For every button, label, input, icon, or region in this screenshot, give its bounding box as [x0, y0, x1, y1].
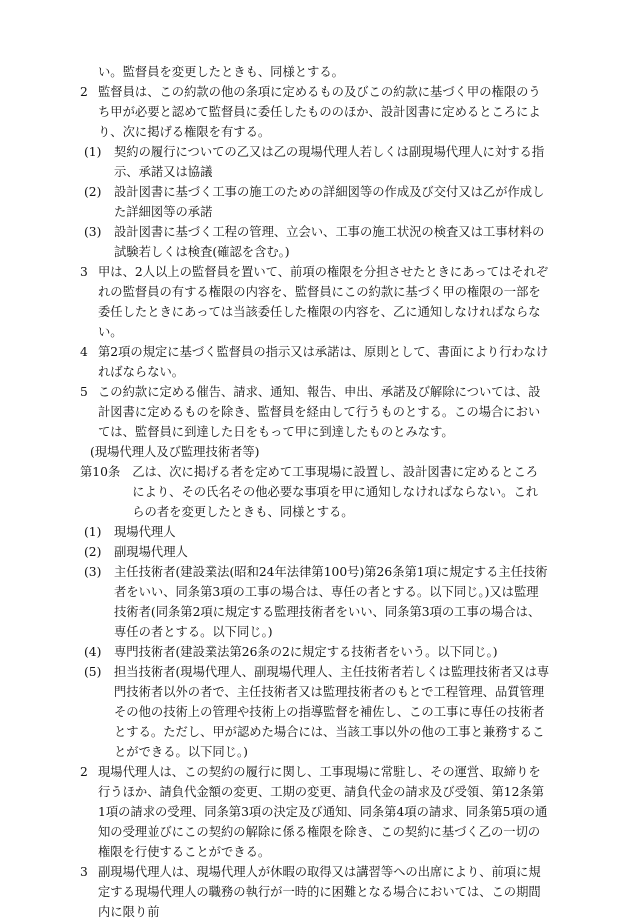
list-item [84, 642, 550, 662]
item-text: 契約の履行についての乙又は乙の現場代理人若しくは副現場代理人に対する指示、承諾又は協議 [114, 145, 545, 179]
paragraph-10-2 [80, 762, 550, 862]
article-text: 乙は、次に掲げる者を定めて工事現場に設置し、設計図書に定めるところにより、その氏名その他必要な事項を甲に通知しなければならない。これらの者を変更したときも、同様とする。 [132, 465, 539, 519]
paragraph-text: 副現場代理人は、現場代理人が休暇の取得又は講習等への出席により、前項に規定する現場代理人の職務の執行が一時的に困難となる場合においては、この期間内に限り前 [98, 865, 541, 919]
paragraph-number: 3 [80, 265, 88, 279]
list-item [84, 562, 550, 642]
document-page [80, 62, 550, 922]
paragraph-3 [80, 262, 550, 342]
paragraph-number: 2 [80, 85, 88, 99]
paragraph-4 [80, 342, 550, 382]
paragraph-text: 甲は、2人以上の監督員を置いて、前項の権限を分担させたときにあってはそれぞれの監督員の有する権限の内容を、監督員にこの約款に基づく甲の権限の一部を委任したときにあっては当該委任した権限の内容を、乙に通知しなければならない。 [98, 265, 549, 339]
paragraph-number: 4 [80, 345, 88, 359]
item-number: (2) [84, 185, 102, 199]
paragraph-text: 第2項の規定に基づく監督員の指示又は承諾は、原則として、書面により行わなければならない。 [98, 345, 549, 379]
continuation-line: い。監督員を変更したときも、同様とする。 [98, 65, 344, 79]
paragraph-text: 現場代理人は、この契約の履行に関し、工事現場に常駐し、その運営、取締りを行うほか、請負代金額の変更、工期の変更、請負代金の請求及び受領、第12条第1項の請求の受理、同条第3項の決定及び通知、同条第4項の請求、同条第5項の通知の受理並びにこの契約の解除に係る権限を除き、この契約に基づく乙の一切の権限を行使することができる。 [98, 765, 548, 859]
paragraph-text: 監督員は、この約款の他の条項に定めるもの及びこの約款に基づく甲の権限のうち甲が必要と認めて監督員に委任したもののほか、設計図書に定めるところにより、次に掲げる権限を有する。 [98, 85, 541, 139]
item-number: (1) [84, 525, 102, 539]
list-item [84, 522, 550, 542]
paragraph-number: 5 [80, 385, 88, 399]
item-text: 現場代理人 [114, 525, 176, 539]
item-number: (4) [84, 645, 102, 659]
list-item [84, 182, 550, 222]
paragraph-10-3 [80, 862, 550, 922]
item-number: (1) [84, 145, 102, 159]
item-number: (5) [84, 665, 102, 679]
list-item [84, 542, 550, 562]
item-text: 主任技術者(建設業法(昭和24年法律第100号)第26条第1項に規定する主任技術者をいい、同条第3項の工事の場合は、専任の者とする。以下同じ。)又は監理技術者(同条第2項に規定する監理技術者をいい、同条第3項の工事の場合は、専任の者とする。以下同じ。) [114, 565, 548, 639]
item-text: 担当技術者(現場代理人、副現場代理人、主任技術者若しくは監理技術者又は専門技術者以外の者で、主任技術者又は監理技術者のもとで工程管理、品質管理その他の技術上の管理や技術上の指導監督を補佐し、この工事に専任の技術者とする。ただし、甲が認めた場合には、当該工事以外の他の工事と兼務することができる。以下同じ。) [114, 665, 550, 759]
paragraph-text: この約款に定める催告、請求、通知、報告、申出、承諾及び解除については、設計図書に定めるものを除き、監督員を経由して行うものとする。この場合においては、監督員に到達した日をもって甲に到達したものとみなす。 [98, 385, 541, 439]
item-number: (2) [84, 545, 102, 559]
item-text: 専門技術者(建設業法第26条の2に規定する技術者をいう。以下同じ。) [114, 645, 498, 659]
item-text: 設計図書に基づく工程の管理、立会い、工事の施工状況の検査又は工事材料の試験若しくは検査(確認を含む。) [114, 225, 545, 259]
paragraph-2 [80, 82, 550, 142]
paragraph-number: 3 [80, 865, 88, 879]
item-text: 副現場代理人 [114, 545, 188, 559]
article-number: 第10条 [80, 465, 121, 479]
paragraph-number: 2 [80, 765, 88, 779]
item-number: (3) [84, 565, 102, 579]
item-number: (3) [84, 225, 102, 239]
list-item [84, 222, 550, 262]
list-item [84, 142, 550, 182]
paragraph-5 [80, 382, 550, 442]
article-heading: (現場代理人及び監理技術者等) [90, 445, 260, 459]
item-text: 設計図書に基づく工事の施工のための詳細図等の作成及び交付又は乙が作成した詳細図等の承諾 [114, 185, 545, 219]
article-10 [80, 462, 550, 522]
list-item [84, 662, 550, 762]
